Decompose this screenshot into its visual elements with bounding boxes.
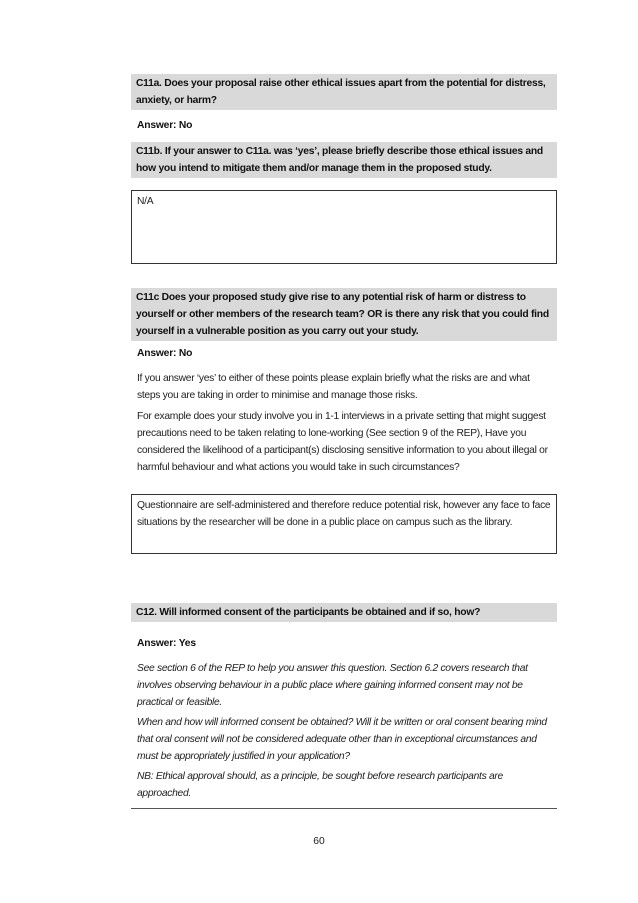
instruction-c11c-2: For example does your study involve you in 1-1 interviews in a private setting that might suggest precautions need to be taken relating to lone-working (See section 9 of the REP), Have you considered the likelihood of a participant(s) disclosing sensitive information to you about illegal or harmful behaviour and what actions you would take in such circumstances? [137, 411, 548, 473]
question-c11a: C11a. Does your proposal raise other ethical issues apart from the potential for distress, anxiety, or harm? [131, 74, 557, 110]
note-c12-1: See section 6 of the REP to help you answer this question. Section 6.2 covers research that involves observing behaviour in a public place where gaining informed consent may not be practical or feasible. [137, 663, 528, 708]
response-text-c11c: Questionnaire are self-administered and therefore reduce potential risk, however any face to face situations by the researcher will be done in a public place on campus such as the library. [137, 500, 551, 528]
page-number: 60 [313, 836, 325, 847]
bottom-divider [131, 808, 557, 809]
response-text-c11b: N/A [137, 196, 154, 207]
question-c12: C12. Will informed consent of the participants be obtained and if so, how? [131, 603, 557, 622]
instruction-c11c-1: If you answer ‘yes’ to either of these points please explain briefly what the risks are and what steps you are taking in order to minimise and manage those risks. [137, 373, 530, 401]
answer-c12: Answer: Yes [137, 638, 196, 649]
note-c12-3: NB: Ethical approval should, as a principle, be sought before research participants are approached. [137, 771, 503, 799]
answer-c11c: Answer: No [137, 348, 193, 359]
note-c12-2: When and how will informed consent be obtained? Will it be written or oral consent bearing mind that oral consent will not be considered adequate other than in exceptional circumstances and must be appropriately justified in your application? [137, 717, 547, 762]
response-box-c11c[interactable] [131, 494, 557, 554]
question-c11b: C11b. If your answer to C11a. was ‘yes’, please briefly describe those ethical issues and how you intend to mitigate them and/or manage them in the proposed study. [131, 142, 557, 178]
response-box-c11b[interactable] [131, 190, 557, 264]
answer-c11a: Answer: No [137, 120, 193, 131]
question-c11c: C11c Does your proposed study give rise to any potential risk of harm or distress to yourself or other members of the research team? OR is there any risk that you could find yourself in a vulnerable position as you carry out your study. [131, 288, 557, 341]
